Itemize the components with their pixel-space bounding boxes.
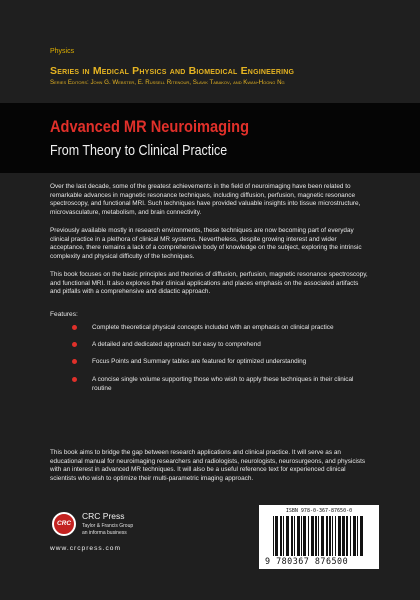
feature-item [50,375,370,393]
publisher-name: CRC Press [82,511,125,521]
description-paragraph-3: This book focuses on the basic principles and theories of diffusion, perfusion, magnetic resonance spectroscopy, and functional MRI. It also explores their clinical applications and places emphasis on the associated artifacts and pitfalls with a comprehensive and didactic approach. [50,271,368,296]
feature-text: A concise single volume supporting those who wish to apply these techniques in their clinical routine [92,375,354,392]
barcode-bar [335,516,336,556]
publisher-url: www.crcpress.com [50,545,121,552]
title-band [0,103,420,173]
bullet-icon [72,342,77,347]
barcode-bar [311,516,314,556]
barcode-bar [342,516,345,556]
barcode-bar [353,516,356,556]
barcode-bar [357,516,358,556]
barcode-number: 9 780367 876500 [265,556,349,566]
barcode-bar [346,516,348,556]
barcode-bar [338,516,341,556]
barcode-bar [291,516,293,556]
description-paragraph-4: This book aims to bridge the gap between research applications and clinical practice. It will serve as an educational manual for neuroimaging researchers and radiologists, neurologists, neurosurgeons, and physicists with an interest in advanced MR techniques. It will also be a useful reference text for experienced clinical scientists who wish to optimize their multi-parametric imaging approach. [50,449,366,482]
features-list [50,323,370,401]
isbn-label: ISBN 978-0-367-87650-0 [285,508,353,514]
barcode-bar [280,516,282,556]
series-title: Series in Medical Physics and Biomedical Engineering [50,65,295,77]
barcode [259,505,379,569]
crc-logo-icon: CRC [52,512,76,536]
barcode-bar [275,516,278,556]
barcode-bars [273,516,377,556]
barcode-bar [321,516,324,556]
barcode-bar [318,516,319,556]
bullet-icon [72,377,77,382]
barcode-bar [315,516,317,556]
barcode-bar [332,516,333,556]
feature-text: A detailed and dedicated approach but easy to comprehend [92,341,261,349]
barcode-bar [294,516,295,556]
book-subtitle: From Theory to Clinical Practice [50,143,228,159]
bullet-icon [72,359,77,364]
feature-item [50,323,370,332]
barcode-bar [273,516,274,556]
barcode-bar [301,516,302,556]
publisher-business: an informa business [82,530,127,536]
barcode-bar [303,516,306,556]
description-paragraph-2: Previously available mostly in research environments, these techniques are now becoming part of everyday clinical practice in a plethora of clinical MR systems. Nevertheless, despite growing interest and wider acceptance, there remains a lack of a comprehensive body of knowledge on the subject, exploring the intrinsic complexity and physical difficulty of the techniques. [50,227,362,260]
barcode-bar [326,516,328,556]
barcode-bar [308,516,309,556]
barcode-bar [286,516,289,556]
feature-text: Complete theoretical physical concepts included with an emphasis on clinical practice [92,324,334,331]
feature-text: Focus Points and Summary tables are featured for optimized understanding [92,358,307,366]
barcode-bar [329,516,331,556]
barcode-bar [297,516,300,556]
series-editors: Series Editors: John G. Webster, E. Russell Ritenour, Slavik Tabakov, and Kwan-Hoong Ng [50,79,285,86]
barcode-bar [360,516,363,556]
features-label: Features: [50,311,78,318]
description-paragraph-1: Over the last decade, some of the greatest achievements in the field of neuroimaging have been related to remarkable advances in magnetic resonance techniques, including diffusion, perfusion, magnetic resonance spectroscopy, and functional MRI. Such techniques have provided valuable insights into tissue microstructure, microvasculature, metabolism, and brain connectivity. [50,183,361,216]
book-title: Advanced MR Neuroimaging [50,117,250,136]
barcode-bar [350,516,351,556]
feature-item [50,340,370,349]
barcode-bar [283,516,284,556]
category-label: Physics [50,48,75,55]
publisher-group: Taylor & Francis Group [82,523,134,529]
feature-item [50,357,370,366]
bullet-icon [72,325,77,330]
